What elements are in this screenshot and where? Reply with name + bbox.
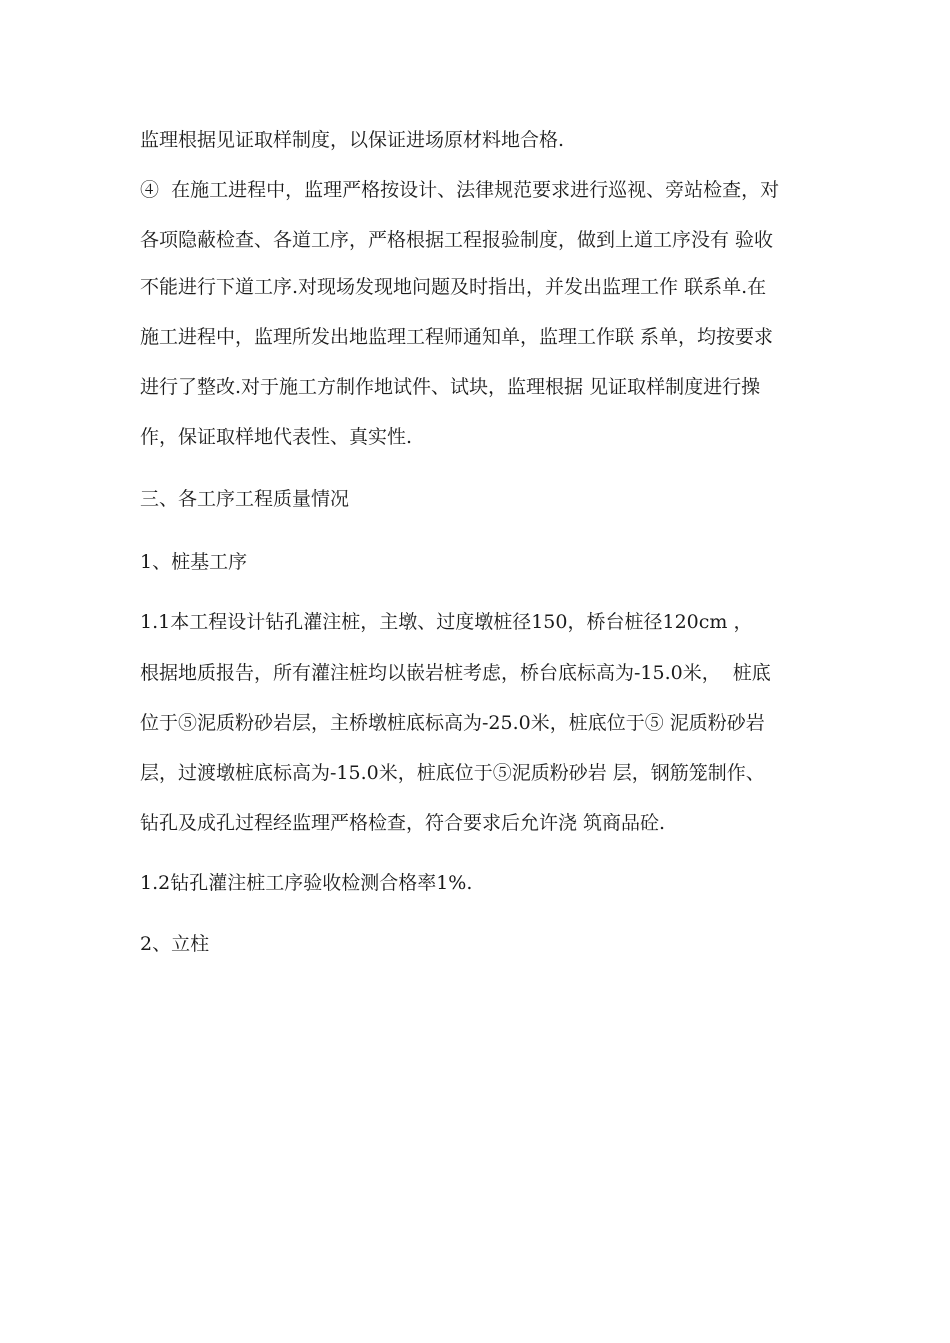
paragraph-line-5: 施工进程中，监理所发出地监理工程师通知单，监理工作联 系单，均按要求	[140, 326, 774, 348]
paragraph-line-9: 根据地质报告，所有灌注桩均以嵌岩桩考虑，桥台底标高为-15.0米， 桩底	[140, 662, 771, 684]
subsection-heading-2: 2、立柱	[140, 933, 210, 955]
paragraph-line-4: 不能进行下道工序.对现场发现地问题及时指出，并发出监理工作 联系单.在	[140, 276, 767, 298]
section-heading: 三、各工序工程质量情况	[140, 488, 350, 510]
paragraph-line-6: 进行了整改.对于施工方制作地试件、试块，监理根据 见证取样制度进行操	[140, 376, 761, 398]
paragraph-line-3: 各项隐蔽检查、各道工序，严格根据工程报验制度，做到上道工序没有 验收	[140, 229, 774, 251]
paragraph-line-2: ④ 在施工进程中，监理严格按设计、法律规范要求进行巡视、旁站检查，对	[140, 179, 780, 201]
paragraph-line-8: 1.1本工程设计钻孔灌注桩，主墩、过度墩桩径150，桥台桩径120cm ，	[140, 611, 753, 633]
paragraph-line-1: 监理根据见证取样制度，以保证进场原材料地合格.	[140, 129, 565, 151]
subsection-heading-1: 1、桩基工序	[140, 551, 248, 573]
paragraph-line-13: 1.2钻孔灌注桩工序验收检测合格率1%.	[140, 872, 473, 894]
paragraph-line-11: 层，过渡墩桩底标高为-15.0米，桩底位于⑤泥质粉砂岩 层，钢筋笼制作、	[140, 762, 765, 784]
paragraph-line-12: 钻孔及成孔过程经监理严格检查，符合要求后允许浇 筑商品砼.	[140, 812, 666, 834]
paragraph-line-10: 位于⑤泥质粉砂岩层，主桥墩桩底标高为-25.0米，桩底位于⑤ 泥质粉砂岩	[140, 712, 765, 734]
paragraph-line-7: 作，保证取样地代表性、真实性.	[140, 426, 413, 448]
